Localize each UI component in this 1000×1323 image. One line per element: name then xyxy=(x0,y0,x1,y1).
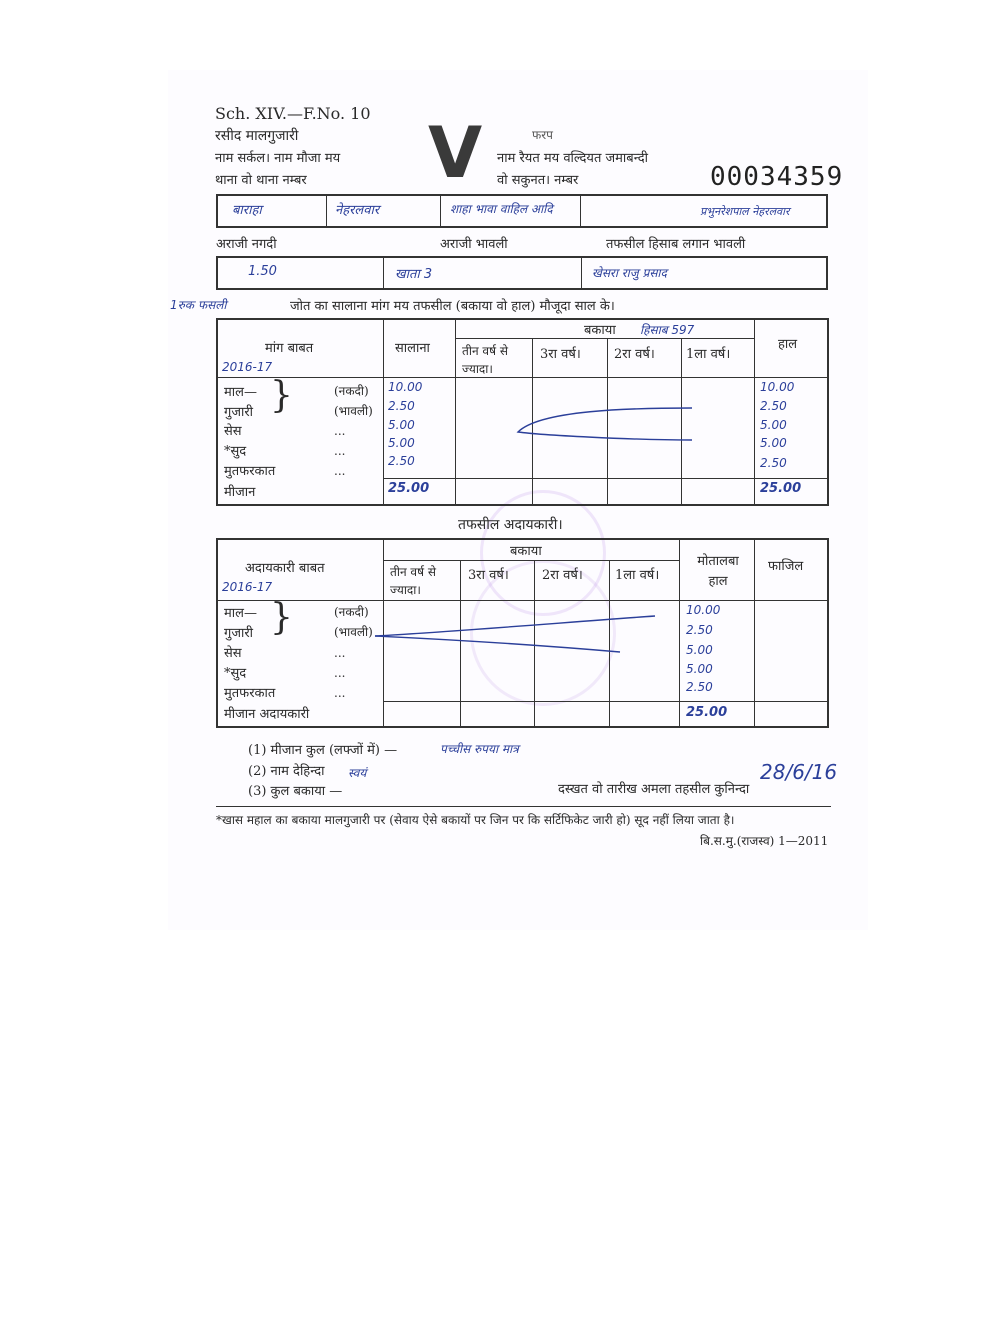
payment-year: 2016-17 xyxy=(222,580,273,594)
brace-icon: } xyxy=(270,597,293,638)
stamp-text: फरप xyxy=(532,128,553,142)
tafsil-label: तफसील हिसाब लगान भावली xyxy=(606,237,746,252)
land-bhawli-label: अराजी भावली xyxy=(440,237,508,252)
demand-title-hand: 1रुक फसली xyxy=(170,298,227,312)
demand-total-current: 25.00 xyxy=(760,481,802,496)
row2-bhawli: खाता 3 xyxy=(395,267,433,282)
footer-line2-label: (2) नाम देहिन्दा xyxy=(248,764,325,779)
row1-name: प्रभुनरेशपाल नेहरलवार xyxy=(700,205,790,218)
payment-total-label: मीजान अदायकारी xyxy=(224,707,310,722)
brace-icon: } xyxy=(270,375,293,416)
payment-total-amount: 25.00 xyxy=(686,705,728,720)
footer-line2-hand: स्वयं xyxy=(348,766,367,780)
row2-tafsil: खेसरा राजु प्रसाद xyxy=(592,266,667,280)
demand-sub-col-2: 3रा वर्ष। xyxy=(540,347,581,362)
demand-total-annual: 25.00 xyxy=(388,481,430,496)
demand-arrears-hand: हिसाब 597 xyxy=(640,323,695,337)
row1-raiyat: शाहा भावा वाहिल आदि xyxy=(450,202,553,216)
row2-nagdi: 1.50 xyxy=(248,264,277,279)
demand-sub-col-3: 2रा वर्ष। xyxy=(614,347,655,362)
payment-strike-line xyxy=(370,610,660,660)
demand-title: जोत का सालाना मांग मय तफसील (बकाया वो हाल) मौजूदा साल के। xyxy=(290,299,615,314)
demand-sub-col-1: तीन वर्ष से ज्यादा। xyxy=(462,344,508,376)
payment-col-arrears: बकाया xyxy=(510,544,542,559)
footer-line1-label: (1) मीजान कुल (लफ्जों में) — xyxy=(248,743,398,758)
press-mark: बि.स.मु.(राजस्व) 1—2011 xyxy=(700,834,829,848)
land-nagdi-label: अराजी नगदी xyxy=(216,237,277,252)
payment-sub-col-4: 1ला वर्ष। xyxy=(615,568,660,583)
payment-title: तफसील अदायकारी। xyxy=(458,517,563,533)
serial-number: 00034359 xyxy=(710,162,844,192)
signature-label: दस्खत वो तारीख अमला तहसील कुनिन्दा xyxy=(558,782,750,797)
row1-circle: बाराहा xyxy=(232,203,262,218)
thana-label: थाना वो थाना नम्बर xyxy=(215,173,307,188)
demand-total-label: मीजान xyxy=(224,485,256,500)
payment-sub-col-3: 2रा वर्ष। xyxy=(542,568,583,583)
demand-col-arrears: बकाया xyxy=(584,323,616,338)
demand-strike-line xyxy=(510,400,700,450)
row2-box xyxy=(216,256,828,290)
footer-line1-hand: पच्चीस रुपया मात्र xyxy=(440,742,519,756)
footer-line3-label: (3) कुल बकाया — xyxy=(248,784,343,799)
payment-sub-col-2: 3रा वर्ष। xyxy=(468,568,509,583)
signature-hand: 28/6/16 xyxy=(760,760,838,784)
circle-village-label: नाम सर्कल। नाम मौजा मय xyxy=(215,151,341,166)
payment-col-excess: फाजिल xyxy=(768,559,804,574)
row1-village: नेहरलवार xyxy=(335,203,380,218)
logo-v-icon: V xyxy=(428,112,483,194)
payment-sub-col-1: तीन वर्ष से ज्यादा। xyxy=(390,565,436,597)
demand-col-subject: मांग बाबत xyxy=(265,341,314,356)
payment-col-subject: अदायकारी बाबत xyxy=(245,561,325,576)
demand-sub-col-4: 1ला वर्ष। xyxy=(686,347,731,362)
demand-col-annual: सालाना xyxy=(395,341,430,356)
sakunat-label: वो सकुनत। नम्बर xyxy=(497,173,579,188)
payment-col-demand: मोतालबा हाल xyxy=(697,554,739,589)
form-number: Sch. XIV.—F.No. 10 xyxy=(215,104,371,123)
demand-year: 2016-17 xyxy=(222,360,273,374)
demand-col-current: हाल xyxy=(778,337,798,352)
raiyat-label: नाम रैयत मय वल्दियत जमाबन्दी xyxy=(497,151,649,166)
footer-note: *खास महाल का बकाया मालगुजारी पर (सेवाय ऐसे बकायों पर जिन पर कि सर्टिफिकेट जारी हो) सूद नहीं लिया जाता है। xyxy=(216,813,735,827)
receipt-title: रसीद मालगुजारी xyxy=(215,128,299,144)
